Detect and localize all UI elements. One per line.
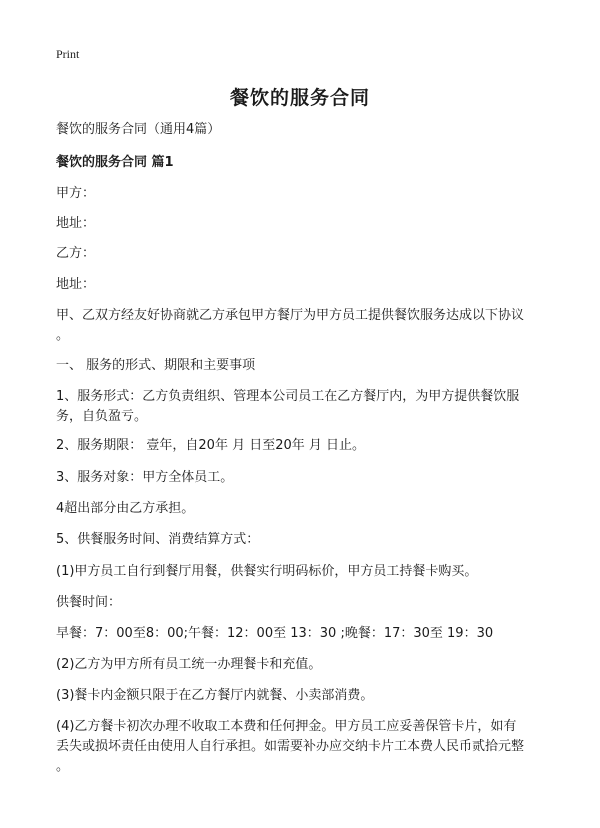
item-1-line-1: 1、服务形式：乙方负责组织、管理本公司员工在乙方餐厅内，为甲方提供餐饮服 [56,389,520,404]
intro-paragraph-line-1: 甲、乙双方经友好协商就乙方承包甲方餐厅为甲方员工提供餐饮服务达成以下协议 [56,308,525,323]
item-2: 2、服务期限： 壹年，自20年 月 日至20年 月 日止。 [56,438,366,453]
sub-item-4-line-2: 丢失或损坏责任由使用人自行承担。如需要补办应交纳卡片工本费人民币贰拾元整 [56,739,525,754]
sub-item-4-line-1: (4)乙方餐卡初次办理不收取工本费和任何押金。甲方员工应妥善保管卡片，如有 [56,719,517,734]
item-3: 3、服务对象：甲方全体员工。 [56,470,234,485]
item-4: 4超出部分由乙方承担。 [56,501,195,516]
section-heading: 餐饮的服务合同 篇1 [56,155,174,170]
meal-time-label: 供餐时间： [56,595,122,610]
print-label: Print [56,47,80,61]
item-5: 5、供餐服务时间、消费结算方式： [56,532,260,547]
party-a-line: 甲方： [56,186,96,201]
sub-item-2: (2)乙方为甲方所有员工统一办理餐卡和充值。 [56,657,322,672]
document-title: 餐饮的服务合同 [229,87,370,109]
meal-times: 早餐：7：00至8：00;午餐：12：00至 13：30 ;晚餐：17：30至 19：30 [56,626,494,641]
sub-item-4-line-3: 。 [56,759,70,774]
address-b-line: 地址： [56,277,96,292]
item-1-line-2: 务，自负盈亏。 [56,409,148,424]
sub-item-3: (3)餐卡内金额只限于在乙方餐厅内就餐、小卖部消费。 [56,688,374,703]
party-b-line: 乙方： [56,246,96,261]
document-subtitle: 餐饮的服务合同（通用4篇） [56,122,221,137]
sub-item-1: (1)甲方员工自行到餐厅用餐，供餐实行明码标价，甲方员工持餐卡购买。 [56,564,478,579]
clause-heading: 一、 服务的形式、期限和主要事项 [56,358,256,373]
intro-paragraph-line-2: 。 [56,328,70,343]
address-a-line: 地址： [56,216,96,231]
